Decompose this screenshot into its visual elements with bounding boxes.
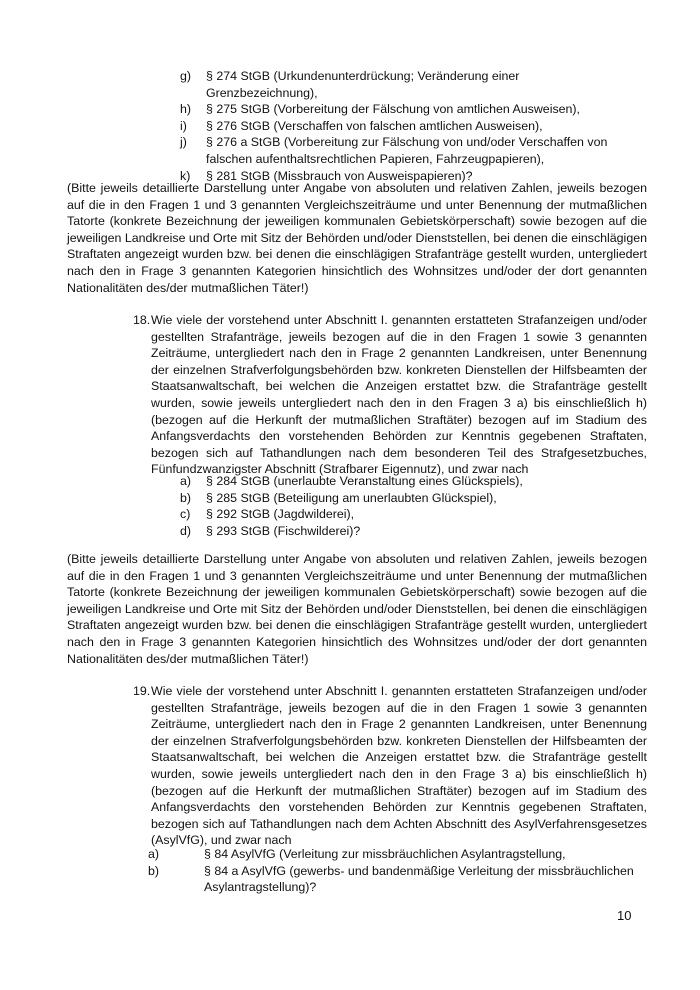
list-item <box>180 101 632 118</box>
list-item <box>180 118 632 135</box>
list-item-text: § 276 StGB (Verschaffen von falschen amtlichen Ausweisen), <box>206 118 543 133</box>
question-number: 19. <box>133 684 151 698</box>
list-marker: c) <box>180 507 191 522</box>
list-marker: j) <box>180 135 187 150</box>
list-marker: b) <box>148 863 160 878</box>
list-item-text: § 275 StGB (Vorbereitung der Fälschung von amtlichen Ausweisen), <box>206 102 580 117</box>
list-marker: k) <box>180 168 191 183</box>
question-text: Wie viele der vorstehend unter Abschnitt I. genannten erstatteten Strafanzeigen und/oder gestellten Strafanträge, jeweils bezogen auf die in den Fragen 1 sowie 3 genannten Zeiträume, untergliedert nach den in Frage 2 genannten Landkreisen, unter Benennung der einzelnen Strafverfolgungsbehörden bzw. konkreten Dienstellen der Hilfsbeamten der Staatsanwaltschaft, bei welchen die Anzeigen erstattet bzw. die Strafanträge gestellt wurden, sowie jeweils untergliedert nach den in den Fragen 3 a) bis einschließlich h) (bezogen auf die Herkunft der mutmaßlichen Straftäter) bezogen auf im Stadium des Anfangsverdachts den vorstehenden Behörden zur Kenntnis gegebenen Straftaten, bezogen sich auf Tathandlungen nach dem besonderen Teil des Strafgesetzbuches, Fünfundzwanzigster Abschnitt (Strafbarer Eigennutz), und zwar nach <box>151 313 647 477</box>
list-item <box>180 68 632 101</box>
list-item <box>180 506 632 523</box>
list-item-text: § 274 StGB (Urkundenunterdrückung; Veränderung einer Grenzbezeichnung), <box>206 69 520 100</box>
list-marker: a) <box>180 474 192 488</box>
list-item <box>148 846 636 863</box>
list-item-text: § 84 AsylVfG (Verleitung zur missbräuchlichen Asylantragstellung, <box>204 847 566 861</box>
list-marker: g) <box>180 69 192 83</box>
question-19 <box>133 683 647 849</box>
note-paragraph: (Bitte jeweils detaillierte Darstellung unter Angabe von absoluten und relativen Zahlen, jeweils bezogen auf die in den Fragen 1 und 3 genannten Vergleichszeiträume und unter Benennung der mutmaßlichen Tatorte (konkrete Bezeichnung der jeweiligen kommunalen Gebietskörperschaft) sowie bezogen auf die jeweiligen Landkreise und Orte mit Sitz der Behörden und/oder Dienststellen, bei denen die einschlägigen Straftaten angezeigt wurden bzw. bei denen die einschlägigen Strafanträge gestellt wurden, untergliedert nach den in Frage 3 genannten Kategorien hinsichtlich des Wohnsitzes und/oder der dort genannten Nationalitäten des/der mutmaßlichen Täter!) <box>67 181 647 295</box>
list-item-text: § 292 StGB (Jagdwilderei), <box>206 507 355 522</box>
list-item <box>180 490 632 507</box>
list-marker: h) <box>180 102 192 117</box>
list-item <box>148 863 636 896</box>
list-marker: i) <box>180 118 187 133</box>
question-number: 18. <box>133 313 151 327</box>
list-item <box>180 523 632 540</box>
note-paragraph: (Bitte jeweils detaillierte Darstellung unter Angabe von absoluten und relativen Zahlen, jeweils bezogen auf die in den Fragen 1 und 3 genannten Vergleichszeiträume und unter Benennung der mutmaßlichen Tatorte (konkrete Bezeichnung der jeweiligen kommunalen Gebietskörperschaft) sowie bezogen auf die jeweiligen Landkreise und Orte mit Sitz der Behörden und/oder Dienststellen, bei denen die einschlägigen Straftaten angezeigt wurden bzw. bei denen die einschlägigen Strafanträge gestellt wurden, untergliedert nach den in Frage 3 genannten Kategorien hinsichtlich des Wohnsitzes und/oder der dort genannten Nationalitäten des/der mutmaßlichen Täter!) <box>67 552 647 666</box>
statute-list-19 <box>148 846 636 896</box>
list-item <box>180 473 632 490</box>
statute-list-18 <box>180 473 632 539</box>
list-item-text: § 293 StGB (Fischwilderei)? <box>206 523 361 538</box>
question-18 <box>133 312 647 478</box>
statute-list-top <box>180 68 632 184</box>
list-item-text: § 281 StGB (Missbrauch von Ausweispapieren)? <box>206 168 473 183</box>
list-item-text: § 284 StGB (unerlaubte Veranstaltung eines Glückspiels), <box>206 474 523 488</box>
list-item-text: § 84 a AsylVfG (gewerbs- und bandenmäßige Verleitung der missbräuchlichen Asylantragstellung)? <box>204 863 634 895</box>
list-marker: a) <box>148 847 160 861</box>
list-item <box>180 134 632 167</box>
list-item-text: § 276 a StGB (Vorbereitung zur Fälschung von und/oder Verschaffen von falschen aufenthaltsrechtlichen Papieren, Fahrzeugpapieren), <box>206 135 608 166</box>
page-number: 10 <box>617 908 632 923</box>
list-marker: b) <box>180 490 192 505</box>
list-marker: d) <box>180 523 192 538</box>
list-item-text: § 285 StGB (Beteiligung am unerlaubten Glückspiel), <box>206 490 497 505</box>
question-text: Wie viele der vorstehend unter Abschnitt I. genannten erstatteten Strafanzeigen und/oder gestellten Strafanträge, jeweils bezogen auf die in den Fragen 1 sowie 3 genannten Zeiträume, untergliedert nach den in Frage 2 genannten Landkreisen, unter Benennung der einzelnen Strafverfolgungsbehörden bzw. konkreten Dienstellen der Hilfsbeamten der Staatsanwaltschaft, bei welchen die Anzeigen erstattet bzw. die Strafanträge gestellt wurden, sowie jeweils untergliedert nach den in den Frage 3 a) bis einschließlich h) (bezogen auf die Herkunft der mutmaßlichen Straftäter) bezogen auf im Stadium des Anfangsverdachts den vorstehenden Behörden zur Kenntnis gegebenen Straftaten, bezogen sich auf Tathandlungen nach dem Achten Abschnitt des AsylVerfahrensgesetzes (AsylVfG), und zwar nach <box>151 684 647 848</box>
